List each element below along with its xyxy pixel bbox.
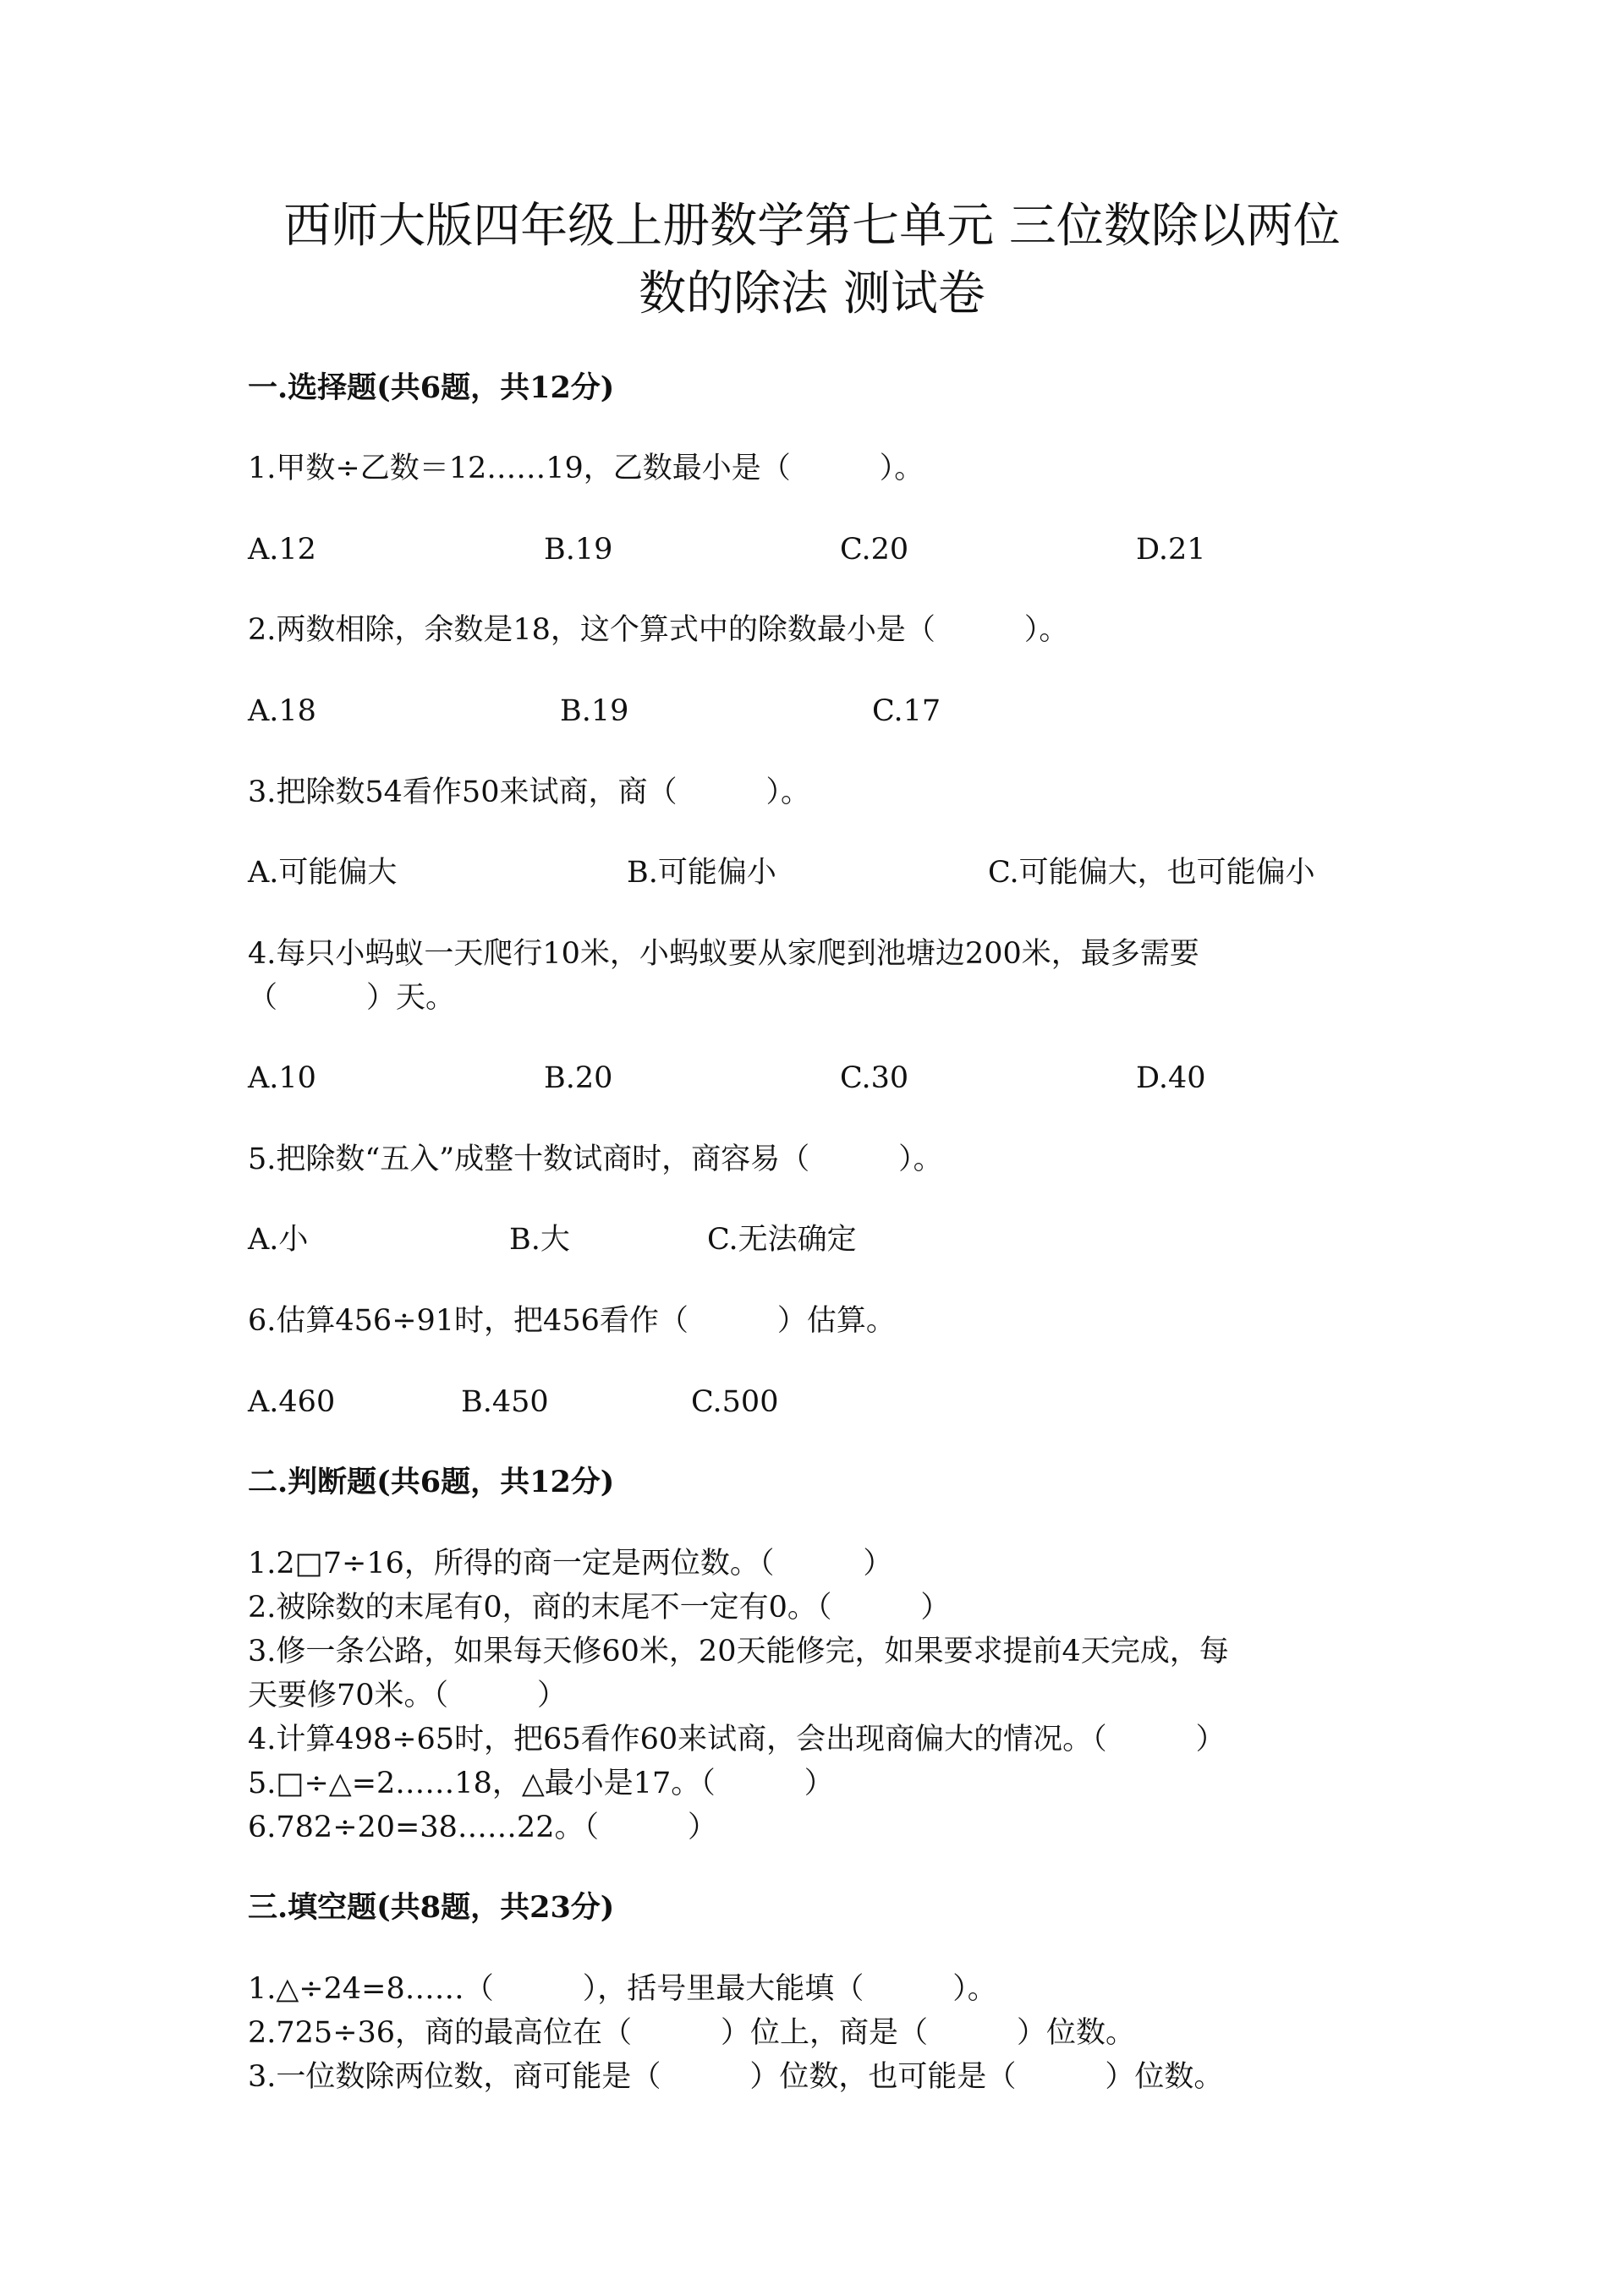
- question-6: 6.估算456÷91时，把456看作（ ）估算。: [248, 1304, 896, 1338]
- question-4-option-b: B.20: [544, 1061, 613, 1095]
- question-1: 1.甲数÷乙数＝12……19，乙数最小是（ ）。: [248, 452, 924, 485]
- judgement-item-5: 5.□÷△=2……18，△最小是17。（ ）: [248, 1767, 834, 1800]
- section-heading-choice: 一.选择题(共6题，共12分): [248, 370, 615, 405]
- question-2-option-b: B.19: [560, 694, 629, 728]
- question-6-option-c: C.500: [691, 1385, 779, 1419]
- question-4-option-d: D.40: [1136, 1061, 1206, 1095]
- judgement-item-2: 2.被除数的末尾有0，商的末尾不一定有0。（ ）: [248, 1591, 951, 1625]
- question-2: 2.两数相除，余数是18，这个算式中的除数最小是（ ）。: [248, 613, 1069, 647]
- question-3-option-b: B.可能偏小: [627, 856, 776, 890]
- judgement-item-3-line-1: 3.修一条公路，如果每天修60米，20天能修完，如果要求提前4天完成，每: [248, 1635, 1229, 1669]
- question-5-option-a: A.小: [248, 1223, 309, 1257]
- judgement-item-3-line-2: 天要修70米。（ ）: [248, 1679, 568, 1712]
- question-2-option-c: C.17: [872, 694, 941, 728]
- question-5: 5.把除数“五入”成整十数试商时，商容易（ ）。: [248, 1143, 943, 1176]
- question-4-line-1: 4.每只小蚂蚁一天爬行10米，小蚂蚁要从家爬到池塘边200米，最多需要: [248, 937, 1199, 971]
- question-3: 3.把除数54看作50来试商，商（ ）。: [248, 775, 810, 809]
- question-1-option-d: D.21: [1136, 533, 1206, 567]
- question-3-option-c: C.可能偏大，也可能偏小: [988, 856, 1315, 890]
- question-1-option-b: B.19: [544, 533, 613, 567]
- title-line-1: 西师大版四年级上册数学第七单元 三位数除以两位: [283, 199, 1341, 254]
- judgement-item-1: 1.2□7÷16，所得的商一定是两位数。（ ）: [248, 1547, 893, 1581]
- section-heading-fill-in: 三.填空题(共8题，共23分): [248, 1890, 615, 1925]
- title-line-2: 数的除法 测试卷: [639, 266, 985, 321]
- section-heading-judgement: 二.判断题(共6题，共12分): [248, 1465, 615, 1499]
- question-4-option-a: A.10: [248, 1061, 316, 1095]
- judgement-item-6: 6.782÷20=38……22。（ ）: [248, 1811, 717, 1844]
- fill-item-3: 3.一位数除两位数，商可能是（ ）位数，也可能是（ ）位数。: [248, 2060, 1224, 2094]
- question-6-option-b: B.450: [461, 1385, 549, 1419]
- page-title: [169, 193, 1455, 328]
- question-1-option-a: A.12: [248, 533, 316, 567]
- question-4-line-2: （ ）天。: [248, 981, 456, 1015]
- question-5-option-b: B.大: [509, 1223, 570, 1257]
- question-5-option-c: C.无法确定: [707, 1223, 857, 1257]
- question-1-option-c: C.20: [840, 533, 909, 567]
- question-4-option-c: C.30: [840, 1061, 909, 1095]
- question-6-option-a: A.460: [248, 1385, 336, 1419]
- question-3-option-a: A.可能偏大: [248, 856, 398, 890]
- question-2-option-a: A.18: [248, 694, 316, 728]
- fill-item-1: 1.△÷24=8……（ ），括号里最大能填（ ）。: [248, 1972, 997, 2006]
- judgement-item-4: 4.计算498÷65时，把65看作60来试商，会出现商偏大的情况。（ ）: [248, 1723, 1226, 1756]
- fill-item-2: 2.725÷36，商的最高位在（ ）位上，商是（ ）位数。: [248, 2016, 1136, 2050]
